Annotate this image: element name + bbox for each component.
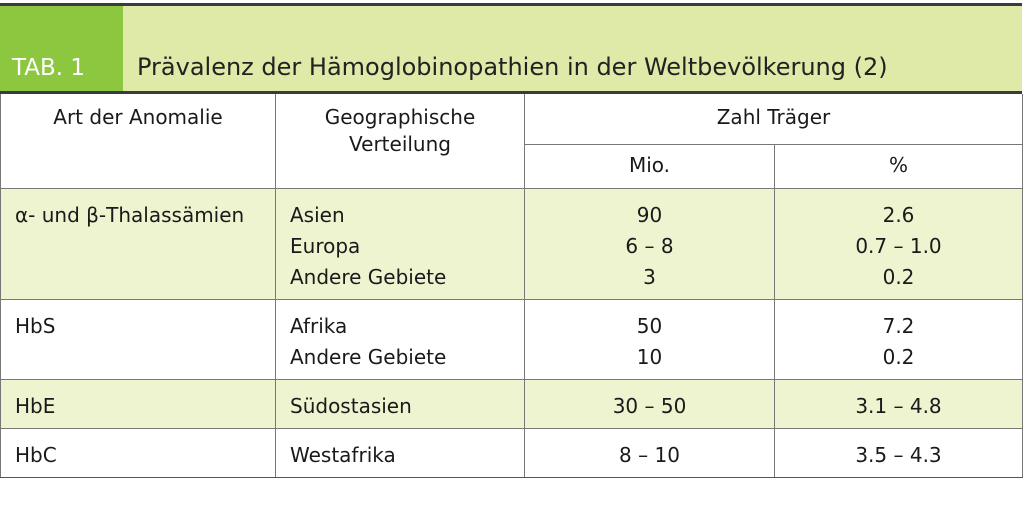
header-distribution-line2: Verteilung	[349, 132, 451, 156]
header-distribution-line1: Geographische	[324, 105, 476, 129]
row-regions	[276, 188, 525, 299]
region-cell: Europa	[290, 233, 361, 258]
header-percent: %	[775, 144, 1023, 188]
percent-cell: 0.7 – 1.0	[855, 233, 942, 258]
row-percent	[775, 379, 1023, 428]
region-cell: Südostasien	[290, 393, 412, 418]
header-mio: Mio.	[525, 144, 775, 188]
mio-cell: 30 – 50	[612, 393, 687, 418]
region-cell: Westafrika	[290, 442, 396, 467]
row-regions	[276, 379, 525, 428]
table-row	[1, 428, 1023, 477]
row-percent	[775, 299, 1023, 379]
percent-cell: 0.2	[882, 264, 915, 289]
table-row	[1, 379, 1023, 428]
percent-cell: 3.5 – 4.3	[855, 442, 942, 467]
row-anomaly: α- und β-Thalassämien	[1, 188, 276, 299]
row-regions	[276, 428, 525, 477]
header-distribution	[276, 94, 525, 188]
percent-cell: 3.1 – 4.8	[855, 393, 942, 418]
table-row	[1, 299, 1023, 379]
region-cell: Andere Gebiete	[290, 264, 447, 289]
table-row	[1, 188, 1023, 299]
mio-cell: 6 – 8	[625, 233, 674, 258]
row-regions	[276, 299, 525, 379]
row-percent	[775, 188, 1023, 299]
percent-cell: 2.6	[882, 202, 915, 227]
region-cell: Afrika	[290, 313, 348, 338]
row-anomaly: HbC	[1, 428, 276, 477]
percent-cell: 7.2	[882, 313, 915, 338]
table-title-bar	[0, 3, 1022, 91]
table-number-label: TAB. 1	[0, 6, 123, 91]
row-mio	[525, 379, 775, 428]
mio-cell: 90	[636, 202, 663, 227]
header-anomaly: Art der Anomalie	[1, 94, 276, 188]
mio-cell: 8 – 10	[619, 442, 680, 467]
row-anomaly: HbS	[1, 299, 276, 379]
row-mio	[525, 299, 775, 379]
table-title: Prävalenz der Hämoglobinopathien in der Weltbevölkerung (2)	[123, 6, 1022, 91]
region-cell: Asien	[290, 202, 345, 227]
header-carriers: Zahl Träger	[525, 94, 1023, 144]
mio-cell: 50	[636, 313, 663, 338]
mio-cell: 3	[643, 264, 656, 289]
mio-cell: 10	[636, 344, 663, 369]
percent-cell: 0.2	[882, 344, 915, 369]
region-cell: Andere Gebiete	[290, 344, 447, 369]
row-mio	[525, 428, 775, 477]
row-percent	[775, 428, 1023, 477]
row-mio	[525, 188, 775, 299]
row-anomaly: HbE	[1, 379, 276, 428]
prevalence-table	[0, 94, 1023, 478]
